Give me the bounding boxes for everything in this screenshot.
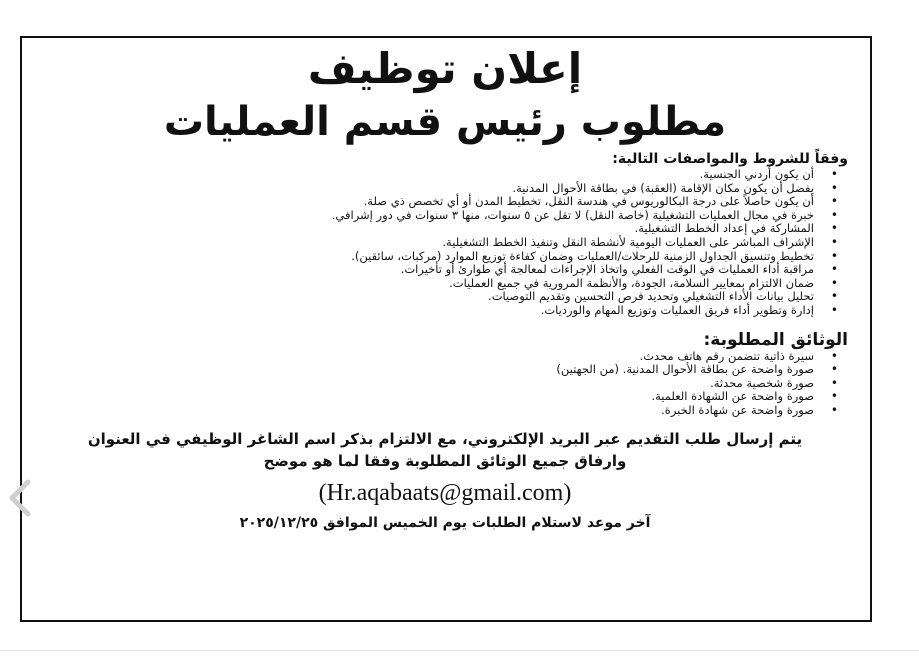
ad-title: إعلان توظيف	[307, 44, 583, 93]
documents-heading: الوثائق المطلوبة:	[703, 329, 848, 350]
application-email: (Hr.aqabaats@gmail.com)	[318, 479, 572, 506]
document-item: • سيرة ذاتية تتضمن رقم هاتف محدث.	[42, 350, 814, 364]
condition-item: • أن يكون حاصلاً على درجة البكالوريوس في هندسة النقل، تخطيط المدن أو أي تخصص ذي صلة.	[42, 195, 814, 209]
document-item: • صورة واضحة عن شهادة الخبرة.	[42, 404, 814, 418]
chevron-left-icon[interactable]	[4, 478, 38, 518]
submission-attachments: وارفاق جميع الوثائق المطلوبة وفقا لما هو موضح	[263, 451, 627, 470]
page-divider	[0, 650, 919, 651]
conditions-heading: وفقاً للشروط والمواصفات التالية:	[612, 151, 848, 167]
document-item: • صورة واضحة عن الشهادة العلمية.	[42, 390, 814, 404]
condition-item: • إدارة وتطوير أداء فريق العمليات وتوزيع المهام والورديات.	[42, 304, 814, 318]
condition-item: • أن يكون أردني الجنسية.	[42, 168, 814, 182]
application-deadline: آخر موعد لاستلام الطلبات يوم الخميس الموافق ٢٠٢٥/١٢/٢٥	[239, 514, 651, 531]
condition-item: • مراقبة أداء العمليات في الوقت الفعلي واتخاذ الإجراءات لمعالجة أي طوارئ أو تأخيرات.	[42, 263, 814, 277]
submission-instructions: يتم إرسال طلب التقديم عبر البريد الإلكتروني، مع الالتزام بذكر اسم الشاغر الوظيفي في العنوان	[87, 429, 803, 448]
document-item: • صورة شخصية محدثة.	[42, 377, 814, 391]
condition-item: • ضمان الالتزام بمعايير السلامة، الجودة، والأنظمة المرورية في جميع العمليات.	[42, 277, 814, 291]
condition-item: • تحليل بيانات الأداء التشغيلي وتحديد فرص التحسين وتقديم التوصيات.	[42, 290, 814, 304]
ad-subtitle: مطلوب رئيس قسم العمليات	[163, 99, 727, 145]
condition-item: • المشاركة في إعداد الخطط التشغيلية.	[42, 222, 814, 236]
condition-item: • خبرة في مجال العمليات التشغيلية (خاصة النقل) لا تقل عن ٥ سنوات، منها ٣ سنوات في دور إشرافي.	[42, 209, 814, 223]
job-ad-content	[22, 38, 870, 620]
condition-item: • تخطيط وتنسيق الجداول الزمنية للرحلات/العمليات وضمان كفاءة توزيع الموارد (مركبات، سائقين).	[42, 250, 814, 264]
documents-list	[42, 350, 848, 418]
document-item: • صورة واضحة عن بطاقة الأحوال المدنية. (من الجهتين)	[42, 363, 814, 377]
condition-item: • يفضل أن يكون مكان الإقامة (العقبة) في بطاقة الأحوال المدنية.	[42, 182, 814, 196]
conditions-list	[42, 168, 848, 318]
job-ad-frame	[20, 36, 872, 622]
condition-item: • الإشراف المباشر على العمليات اليومية لأنشطة النقل وتنفيذ الخطط التشغيلية.	[42, 236, 814, 250]
